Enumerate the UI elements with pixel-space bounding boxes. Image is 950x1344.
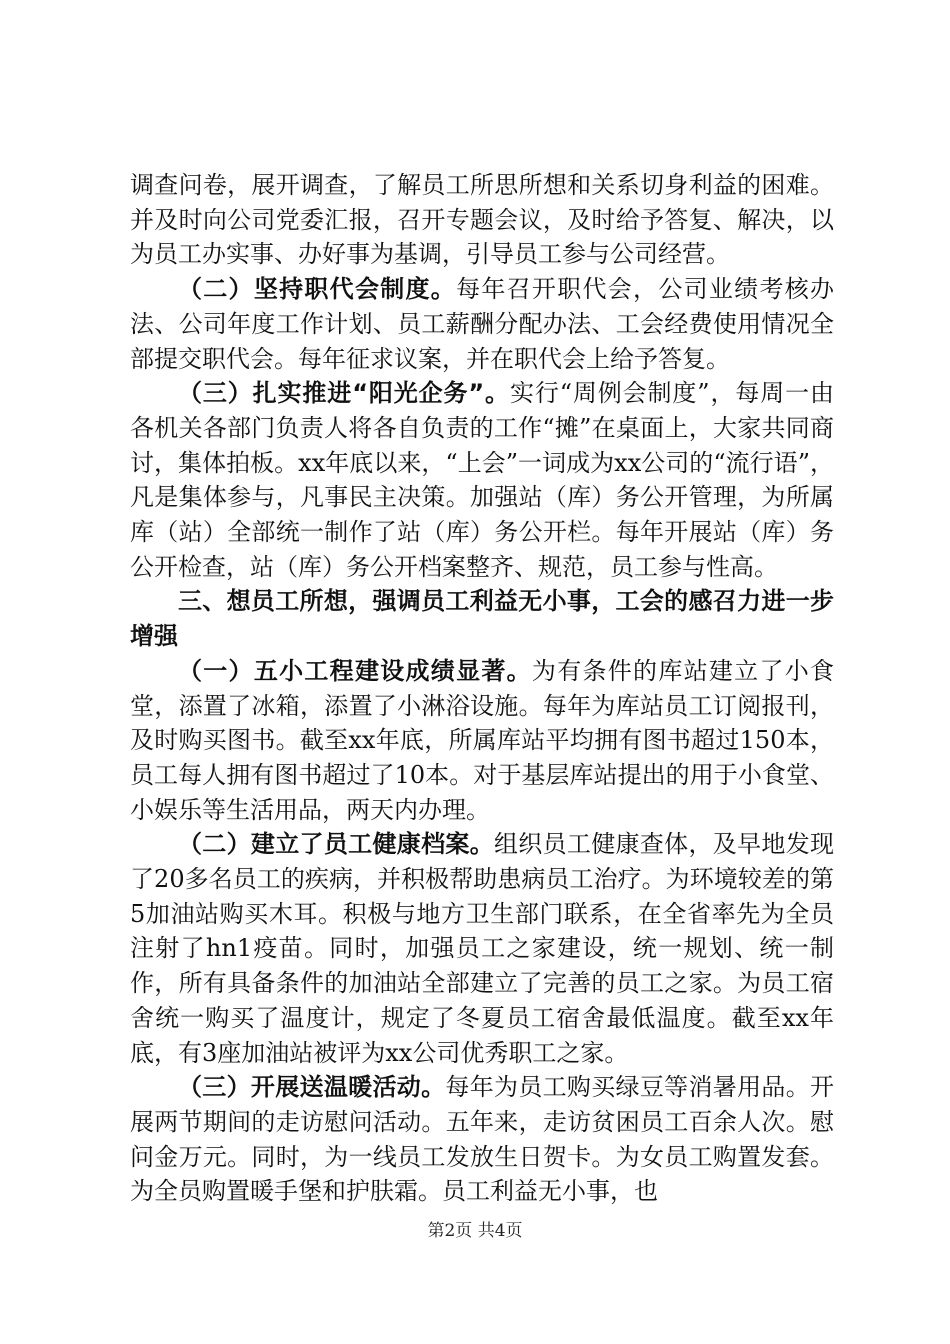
paragraph-body: 为有条件的库站建立了小食堂，添置了冰箱，添置了小淋浴设施。每年为库站员工订阅报刊，及时购买图书。截至xx年底，所属库站平均拥有图书超过150本，员工每人拥有图书超过了10本。对于基层库站提出的用于小食堂、小娱乐等生活用品，两天内办理。 [130,656,835,824]
paragraph [130,272,834,376]
paragraph-body: 每年召开职代会，公司业绩考核办法、公司年度工作计划、员工薪酬分配办法、工会经费使用情况全部提交职代会。每年征求议案，并在职代会上给予答复。 [130,275,835,373]
section-heading: 三、想员工所想，强调员工利益无小事，工会的感召力进一步增强 [130,587,834,651]
paragraph-body: 组织员工健康查体，及早地发现了20多名员工的疾病，并积极帮助患病员工治疗。为环境较差的第5加油站购买木耳。积极与地方卫生部门联系，在全省率先为全员注射了hn1疫苗。同时，加强员工之家建设，统一规划、统一制作，所有具备条件的加油站全部建立了完善的员工之家。为员工宿舍统一购买了温度计，规定了冬夏员工宿舍最低温度。截至xx年底，有3座加油站被评为xx公司优秀职工之家。 [130,830,834,1067]
paragraph-lead: （三）开展送温暖活动。 [178,1073,446,1102]
paragraph-lead: （三）扎实推进“阳光企务”。 [178,379,510,408]
paragraph-body: 实行“周例会制度”，每周一由各机关各部门负责人将各自负责的工作“摊”在桌面上，大家共同商讨，集体拍板。xx年底以来，“上会”一词成为xx公司的“流行语”，凡是集体参与，凡事民主决策。加强站（库）务公开管理，为所属库（站）全部统一制作了站（库）务公开栏。每年开展站（库）务公开检查，站（库）务公开档案整齐、规范，员工参与性高。 [130,379,835,581]
page-footer: 第2页 共4页 [427,1221,523,1241]
paragraph [130,1070,834,1209]
paragraph [130,654,834,828]
paragraph-lead: （一）五小工程建设成绩显著。 [178,656,532,685]
paragraph-lead: （二）建立了员工健康档案。 [178,830,494,859]
paragraph [130,376,834,584]
paragraph [130,168,834,272]
paragraph-lead: （二）坚持职代会制度。 [178,275,457,304]
paragraph-body: 调查问卷，展开调查，了解员工所思所想和关系切身利益的困难。并及时向公司党委汇报，召开专题会议，及时给予答复、解决，以为员工办实事、办好事为基调，引导员工参与公司经营。 [130,171,834,269]
paragraph-body: 每年为员工购买绿豆等消暑用品。开展两节期间的走访慰问活动。五年来，走访贫困员工百余人次。慰问金万元。同时，为一线员工发放生日贺卡。为女员工购置发套。为全员购置暖手堡和护肤霜。员工利益无小事，也 [130,1073,835,1206]
paragraph [130,827,834,1070]
body-text [130,168,834,1209]
